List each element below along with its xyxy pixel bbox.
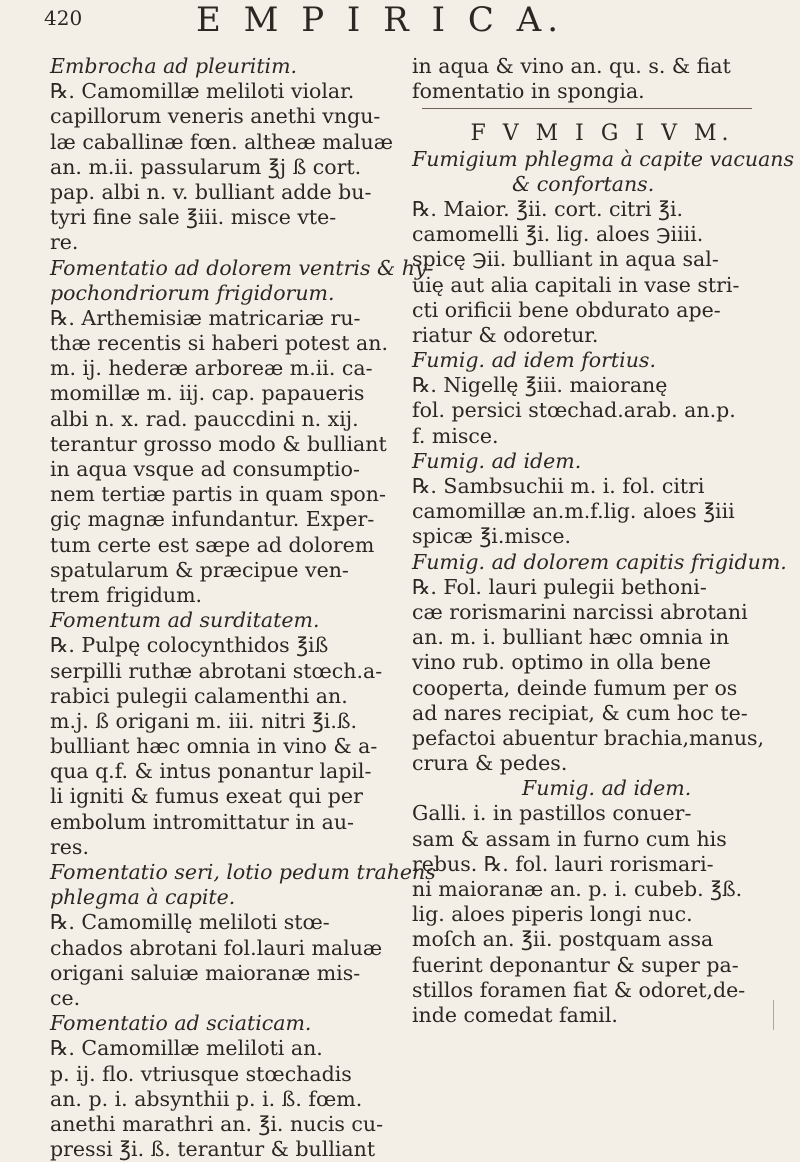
text-line: rebus. ℞. fol. lauri rorismari-	[412, 851, 714, 876]
recipe-title: Fumig. ad dolorem capitis frigidum.	[412, 549, 787, 574]
text-line: spicę ℈ii. bulliant in aqua sal-	[412, 247, 719, 272]
text-line: riatur & odoretur.	[412, 322, 599, 347]
text-line: qua q.f. & intus ponantur lapil-	[50, 759, 372, 784]
recipe-title: Embrocha ad pleuritim.	[50, 54, 298, 78]
text-line: albi n. x. rad. pauccdini n. xij.	[50, 406, 359, 431]
recipe-title: Fomentatio ad sciaticam.	[50, 1011, 312, 1036]
recipe-title: pochondriorum frigidorum.	[50, 280, 335, 305]
recipe-title: phlegma à capite.	[50, 885, 236, 910]
text-line: ℞. Fol. lauri pulegii bethoni-	[412, 574, 707, 599]
text-line: p. ij. flo. vtriusque stœchadis	[50, 1061, 352, 1086]
text-line: ℞. Camomillæ meliloti violar.	[50, 79, 355, 104]
recipe-title: Fomentatio seri, lotio pedum trahens	[50, 860, 436, 884]
text-line: ℞. Maior. ℥ii. cort. citri ℥i.	[412, 196, 684, 221]
section-heading: F V M I G I V M.	[470, 121, 734, 147]
text-line: terantur grosso modo & bulliant	[50, 431, 387, 456]
text-line: serpilli ruthæ abrotani stœch.a-	[50, 658, 383, 683]
text-line: fuerint deponantur & super pa-	[412, 952, 739, 977]
text-line: ℞. Arthemisiæ matricariæ ru-	[50, 305, 361, 330]
text-line: an. m.ii. passularum ℥j ß cort.	[50, 154, 362, 179]
page-number: 420	[44, 6, 83, 30]
text-line: spicæ ℥i.misce.	[412, 524, 572, 549]
text-line: pap. albi n. v. bulliant adde bu-	[50, 179, 372, 204]
recipe-title: Fomentatio ad dolorem ventris & hy-	[50, 255, 434, 280]
text-line: li igniti & fumus exeat qui per	[50, 784, 363, 809]
text-line: uię aut alia capitali in vase stri-	[412, 272, 740, 297]
text-line: ad nares recipiat, & cum hoc te-	[412, 700, 748, 725]
text-line: m. ij. hederæ arboreæ m.ii. ca-	[50, 356, 373, 381]
text-line: vino rub. optimo in olla bene	[412, 650, 711, 675]
recipe-title: Fumig. ad idem.	[412, 448, 582, 473]
margin-mark	[773, 1000, 778, 1030]
running-head: E M P I R I C A.	[196, 0, 564, 40]
recipe-title: Fumig. ad idem fortius.	[412, 348, 656, 373]
text-line: camomelli ℥i. lig. aloes ℈iiii.	[412, 222, 704, 247]
text-line: crura & pedes.	[412, 751, 568, 776]
text-line: læ caballinæ fœn. altheæ maluæ	[50, 129, 393, 154]
recipe-title: Fumigium phlegma à capite vacuans	[412, 146, 795, 171]
text-line: fol. persici stœchad.arab. an.p.	[412, 398, 736, 423]
text-line: momillæ m. iij. cap. papaueris	[50, 381, 365, 406]
recipe-title: & confortans.	[512, 171, 655, 196]
text-line: in aqua vsque ad consumptio-	[50, 457, 360, 481]
text-line: cooperta, deinde fumum per os	[412, 675, 738, 700]
text-line: an. m. i. bulliant hæc omnia in	[412, 625, 730, 650]
text-line: camomillæ an.m.f.lig. aloes ℥iii	[412, 499, 735, 524]
text-line: ℞. Pulpę colocynthidos ℥iß	[50, 633, 329, 658]
text-line: pefactoi abuentur brachia,manus,	[412, 725, 765, 750]
text-line: inde comedat famil.	[412, 1002, 618, 1027]
text-line: origani saluiæ maioranæ mis-	[50, 960, 361, 985]
recipe-title: Fomentum ad surditatem.	[50, 608, 320, 633]
text-line: bulliant hæc omnia in vino & a-	[50, 734, 378, 759]
text-line: in aqua & vino an. qu. s. & fiat	[412, 54, 731, 78]
text-line: cæ rorismarini narcissi abrotani	[412, 599, 748, 624]
recipe-title: Fumig. ad idem.	[522, 776, 692, 801]
text-line: an. p. i. absynthii p. i. ß. fœm.	[50, 1086, 363, 1111]
text-line: spatularum & præcipue ven-	[50, 557, 349, 582]
section-rule	[422, 104, 752, 109]
text-line: Galli. i. in pastillos conuer-	[412, 801, 692, 826]
text-line: f. misce.	[412, 423, 499, 448]
text-line: ℞. Nigellę ℥iii. maioranę	[412, 373, 668, 398]
text-line: ℞. Camomillę meliloti stœ-	[50, 910, 330, 935]
text-line: moſch an. ℥ii. postquam assa	[412, 927, 714, 952]
text-line: embolum intromittatur in au-	[50, 809, 354, 834]
text-line: m.j. ß origani m. iii. nitri ℥i.ß.	[50, 708, 358, 733]
text-line: stillos foramen fiat & odoret,de-	[412, 977, 746, 1002]
text-line: capillorum veneris anethi vngu-	[50, 104, 381, 129]
text-line: anethi marathri an. ℥i. nucis cu-	[50, 1111, 384, 1136]
left-column	[50, 54, 436, 1162]
text-line: ce.	[50, 985, 81, 1010]
text-line: re.	[50, 230, 79, 255]
text-line: ni maioranæ an. p. i. cubeb. ℥ß.	[412, 877, 743, 901]
text-line: trem frigidum.	[50, 582, 203, 607]
text-line: chados abrotani fol.lauri maluæ	[50, 935, 383, 960]
text-line: fomentatio in spongia.	[412, 79, 645, 104]
text-line: lig. aloes piperis longi nuc.	[412, 902, 693, 927]
text-line: ℞. Camomillæ meliloti an.	[50, 1036, 323, 1061]
text-line: cti orificii bene obdurato ape-	[412, 297, 721, 322]
text-line: thæ recentis si haberi potest an.	[50, 331, 388, 356]
text-line: rabici pulegii calamenthi an.	[50, 683, 348, 708]
text-line: giç magnæ infundantur. Exper-	[50, 507, 375, 532]
text-line: res.	[50, 834, 89, 859]
text-line: pressi ℥i. ß. terantur & bulliant	[50, 1137, 376, 1162]
text-line: sam & assam in furno cum his	[412, 826, 727, 851]
text-line: ℞. Sambsuchii m. i. fol. citri	[412, 474, 705, 498]
text-line: nem tertiæ partis in quam spon-	[50, 482, 386, 507]
text-line: tyri fine sale ℥iii. misce vte-	[50, 205, 337, 230]
right-column	[412, 54, 795, 1028]
text-line: tum certe est sæpe ad dolorem	[50, 532, 375, 557]
